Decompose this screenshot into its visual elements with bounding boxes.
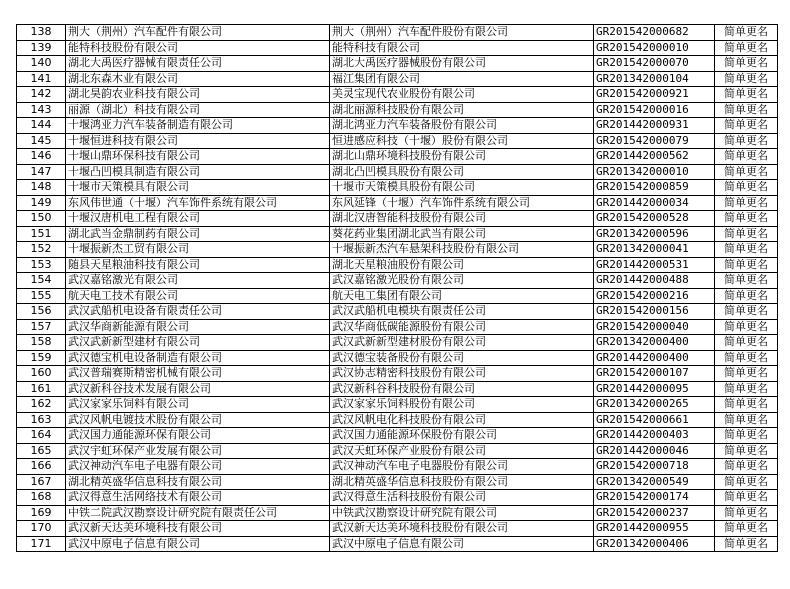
original-company-name: 武汉宇虹环保产业发展有限公司	[66, 443, 330, 459]
table-row	[17, 443, 778, 459]
original-company-name: 随县天星粮油科技有限公司	[66, 257, 330, 273]
row-number: 153	[17, 257, 66, 273]
row-number: 150	[17, 211, 66, 227]
company-rename-table	[16, 24, 778, 552]
certificate-number: GR201342000400	[594, 335, 715, 351]
original-company-name: 能特科技股份有限公司	[66, 40, 330, 56]
certificate-number: GR201442000955	[594, 521, 715, 537]
change-type: 简单更名	[715, 226, 778, 242]
new-company-name: 武汉天虹环保产业股份有限公司	[330, 443, 594, 459]
certificate-number: GR201542000528	[594, 211, 715, 227]
change-type: 简单更名	[715, 257, 778, 273]
original-company-name: 武汉风帆电镀技术股份有限公司	[66, 412, 330, 428]
original-company-name: 湖北大禹医疗器械有限责任公司	[66, 56, 330, 72]
new-company-name: 武汉嘉铭激光股份有限公司	[330, 273, 594, 289]
table-row	[17, 25, 778, 41]
new-company-name: 中铁武汉勘察设计研究院有限公司	[330, 505, 594, 521]
row-number: 163	[17, 412, 66, 428]
certificate-number: GR201342000265	[594, 397, 715, 413]
table-row	[17, 133, 778, 149]
original-company-name: 中铁二院武汉勘察设计研究院有限责任公司	[66, 505, 330, 521]
table-row	[17, 102, 778, 118]
new-company-name: 十堰振新杰汽车悬架科技股份有限公司	[330, 242, 594, 258]
certificate-number: GR201542000107	[594, 366, 715, 382]
original-company-name: 东风伟世通（十堰）汽车饰件系统有限公司	[66, 195, 330, 211]
new-company-name: 武汉中原电子信息有限公司	[330, 536, 594, 552]
change-type: 简单更名	[715, 319, 778, 335]
change-type: 简单更名	[715, 180, 778, 196]
change-type: 简单更名	[715, 381, 778, 397]
table-row	[17, 257, 778, 273]
table-row	[17, 226, 778, 242]
table-row	[17, 40, 778, 56]
row-number: 170	[17, 521, 66, 537]
change-type: 简单更名	[715, 536, 778, 552]
row-number: 138	[17, 25, 66, 41]
original-company-name: 武汉武船机电设备有限责任公司	[66, 304, 330, 320]
row-number: 140	[17, 56, 66, 72]
row-number: 169	[17, 505, 66, 521]
original-company-name: 十堰市天策模具有限公司	[66, 180, 330, 196]
new-company-name: 武汉家家乐饲料股份有限公司	[330, 397, 594, 413]
new-company-name: 武汉风帆电化科技股份有限公司	[330, 412, 594, 428]
original-company-name: 湖北精英盛华信息科技有限公司	[66, 474, 330, 490]
certificate-number: GR201342000406	[594, 536, 715, 552]
change-type: 简单更名	[715, 87, 778, 103]
new-company-name: 武汉神动汽车电子电器股份有限公司	[330, 459, 594, 475]
new-company-name: 武汉武新新型建材股份有限公司	[330, 335, 594, 351]
original-company-name: 荆大（荆州）汽车配件有限公司	[66, 25, 330, 41]
change-type: 简单更名	[715, 273, 778, 289]
change-type: 简单更名	[715, 164, 778, 180]
new-company-name: 能特科技有限公司	[330, 40, 594, 56]
certificate-number: GR201542000174	[594, 490, 715, 506]
change-type: 简单更名	[715, 149, 778, 165]
table-row	[17, 56, 778, 72]
new-company-name: 葵花药业集团湖北武当有限公司	[330, 226, 594, 242]
row-number: 162	[17, 397, 66, 413]
table-row	[17, 381, 778, 397]
table-row	[17, 474, 778, 490]
row-number: 156	[17, 304, 66, 320]
change-type: 简单更名	[715, 412, 778, 428]
row-number: 147	[17, 164, 66, 180]
change-type: 简单更名	[715, 335, 778, 351]
change-type: 简单更名	[715, 71, 778, 87]
change-type: 简单更名	[715, 118, 778, 134]
original-company-name: 武汉国力通能源环保有限公司	[66, 428, 330, 444]
certificate-number: GR201542000237	[594, 505, 715, 521]
row-number: 141	[17, 71, 66, 87]
certificate-number: GR201442000531	[594, 257, 715, 273]
certificate-number: GR201342000041	[594, 242, 715, 258]
certificate-number: GR201442000034	[594, 195, 715, 211]
row-number: 167	[17, 474, 66, 490]
certificate-number: GR201442000488	[594, 273, 715, 289]
change-type: 简单更名	[715, 56, 778, 72]
row-number: 161	[17, 381, 66, 397]
certificate-number: GR201542000079	[594, 133, 715, 149]
new-company-name: 恒进感应科技（十堰）股份有限公司	[330, 133, 594, 149]
original-company-name: 武汉普瑞赛斯精密机械有限公司	[66, 366, 330, 382]
table-row	[17, 490, 778, 506]
original-company-name: 武汉家家乐饲料有限公司	[66, 397, 330, 413]
certificate-number: GR201542000016	[594, 102, 715, 118]
change-type: 简单更名	[715, 443, 778, 459]
new-company-name: 湖北凸凹模具股份有限公司	[330, 164, 594, 180]
change-type: 简单更名	[715, 459, 778, 475]
row-number: 154	[17, 273, 66, 289]
certificate-number: GR201342000010	[594, 164, 715, 180]
new-company-name: 湖北天星粮油股份有限公司	[330, 257, 594, 273]
new-company-name: 东风延锋（十堰）汽车饰件系统有限公司	[330, 195, 594, 211]
table-row	[17, 335, 778, 351]
table-row	[17, 242, 778, 258]
original-company-name: 湖北东森木业有限公司	[66, 71, 330, 87]
original-company-name: 航天电工技术有限公司	[66, 288, 330, 304]
certificate-number: GR201342000549	[594, 474, 715, 490]
change-type: 简单更名	[715, 350, 778, 366]
row-number: 155	[17, 288, 66, 304]
table-row	[17, 428, 778, 444]
certificate-number: GR201442000403	[594, 428, 715, 444]
table-row	[17, 412, 778, 428]
table-row	[17, 366, 778, 382]
change-type: 简单更名	[715, 242, 778, 258]
certificate-number: GR201542000859	[594, 180, 715, 196]
row-number: 165	[17, 443, 66, 459]
row-number: 158	[17, 335, 66, 351]
certificate-number: GR201442000046	[594, 443, 715, 459]
original-company-name: 十堰汉唐机电工程有限公司	[66, 211, 330, 227]
table-row	[17, 87, 778, 103]
table-row	[17, 273, 778, 289]
certificate-number: GR201542000010	[594, 40, 715, 56]
table-row	[17, 521, 778, 537]
row-number: 149	[17, 195, 66, 211]
row-number: 151	[17, 226, 66, 242]
row-number: 166	[17, 459, 66, 475]
certificate-number: GR201542000682	[594, 25, 715, 41]
certificate-number: GR201542000718	[594, 459, 715, 475]
new-company-name: 武汉武船机电模块有限责任公司	[330, 304, 594, 320]
original-company-name: 武汉中原电子信息有限公司	[66, 536, 330, 552]
original-company-name: 武汉新天达美环境科技有限公司	[66, 521, 330, 537]
original-company-name: 十堰山鼎环保科技有限公司	[66, 149, 330, 165]
certificate-number: GR201542000040	[594, 319, 715, 335]
change-type: 简单更名	[715, 211, 778, 227]
new-company-name: 湖北精英盛华信息科技股份有限公司	[330, 474, 594, 490]
row-number: 146	[17, 149, 66, 165]
certificate-number: GR201342000596	[594, 226, 715, 242]
original-company-name: 十堰恒进科技有限公司	[66, 133, 330, 149]
change-type: 简单更名	[715, 304, 778, 320]
new-company-name: 美灵宝现代农业股份有限公司	[330, 87, 594, 103]
certificate-number: GR201442000931	[594, 118, 715, 134]
new-company-name: 武汉协志精密科技股份有限公司	[330, 366, 594, 382]
certificate-number: GR201442000095	[594, 381, 715, 397]
original-company-name: 武汉武新新型建材有限公司	[66, 335, 330, 351]
original-company-name: 武汉德宝机电设备制造有限公司	[66, 350, 330, 366]
original-company-name: 武汉新科谷技术发展有限公司	[66, 381, 330, 397]
new-company-name: 湖北丽源科技股份有限公司	[330, 102, 594, 118]
original-company-name: 十堰凸凹模具制造有限公司	[66, 164, 330, 180]
original-company-name: 湖北武当金鼎制药有限公司	[66, 226, 330, 242]
change-type: 简单更名	[715, 505, 778, 521]
new-company-name: 武汉华商低碳能源股份有限公司	[330, 319, 594, 335]
new-company-name: 湖北汉唐智能科技股份有限公司	[330, 211, 594, 227]
row-number: 142	[17, 87, 66, 103]
new-company-name: 武汉得意生活科技股份有限公司	[330, 490, 594, 506]
row-number: 164	[17, 428, 66, 444]
change-type: 简单更名	[715, 25, 778, 41]
new-company-name: 十堰市天策模具股份有限公司	[330, 180, 594, 196]
table-row	[17, 195, 778, 211]
row-number: 139	[17, 40, 66, 56]
certificate-number: GR201542000216	[594, 288, 715, 304]
table-row	[17, 118, 778, 134]
table-row	[17, 536, 778, 552]
row-number: 148	[17, 180, 66, 196]
table-row	[17, 164, 778, 180]
table-row	[17, 211, 778, 227]
table-row	[17, 71, 778, 87]
new-company-name: 荆大（荆州）汽车配件股份有限公司	[330, 25, 594, 41]
original-company-name: 十堰鸿亚力汽车装备制造有限公司	[66, 118, 330, 134]
change-type: 简单更名	[715, 474, 778, 490]
row-number: 168	[17, 490, 66, 506]
certificate-number: GR201342000104	[594, 71, 715, 87]
certificate-number: GR201442000400	[594, 350, 715, 366]
change-type: 简单更名	[715, 521, 778, 537]
certificate-number: GR201542000921	[594, 87, 715, 103]
change-type: 简单更名	[715, 397, 778, 413]
original-company-name: 丽源（湖北）科技有限公司	[66, 102, 330, 118]
change-type: 简单更名	[715, 195, 778, 211]
table-row	[17, 288, 778, 304]
row-number: 152	[17, 242, 66, 258]
original-company-name: 武汉嘉铭激光有限公司	[66, 273, 330, 289]
new-company-name: 武汉新科谷科技股份有限公司	[330, 381, 594, 397]
certificate-number: GR201542000070	[594, 56, 715, 72]
change-type: 简单更名	[715, 133, 778, 149]
original-company-name: 武汉华商新能源有限公司	[66, 319, 330, 335]
original-company-name: 武汉神动汽车电子电器有限公司	[66, 459, 330, 475]
original-company-name: 十堰振新杰工贸有限公司	[66, 242, 330, 258]
certificate-number: GR201542000156	[594, 304, 715, 320]
change-type: 简单更名	[715, 490, 778, 506]
original-company-name: 湖北昊韵农业科技有限公司	[66, 87, 330, 103]
change-type: 简单更名	[715, 102, 778, 118]
table-body	[17, 25, 778, 552]
table-row	[17, 304, 778, 320]
new-company-name: 湖北鸿亚力汽车装备股份有限公司	[330, 118, 594, 134]
change-type: 简单更名	[715, 288, 778, 304]
new-company-name: 湖北山鼎环境科技股份有限公司	[330, 149, 594, 165]
new-company-name: 湖北大禹医疗器械股份有限公司	[330, 56, 594, 72]
table-row	[17, 397, 778, 413]
new-company-name: 武汉新天达美环境科技股份有限公司	[330, 521, 594, 537]
table-row	[17, 350, 778, 366]
new-company-name: 福江集团有限公司	[330, 71, 594, 87]
change-type: 简单更名	[715, 40, 778, 56]
row-number: 144	[17, 118, 66, 134]
table-row	[17, 319, 778, 335]
table-row	[17, 505, 778, 521]
row-number: 171	[17, 536, 66, 552]
new-company-name: 武汉德宝装备股份有限公司	[330, 350, 594, 366]
table-row	[17, 459, 778, 475]
certificate-number: GR201542000661	[594, 412, 715, 428]
table-row	[17, 180, 778, 196]
row-number: 143	[17, 102, 66, 118]
row-number: 160	[17, 366, 66, 382]
change-type: 简单更名	[715, 366, 778, 382]
new-company-name: 航天电工集团有限公司	[330, 288, 594, 304]
original-company-name: 武汉得意生活网络技术有限公司	[66, 490, 330, 506]
certificate-number: GR201442000562	[594, 149, 715, 165]
change-type: 简单更名	[715, 428, 778, 444]
row-number: 157	[17, 319, 66, 335]
row-number: 159	[17, 350, 66, 366]
row-number: 145	[17, 133, 66, 149]
new-company-name: 武汉国力通能源环保股份有限公司	[330, 428, 594, 444]
table-row	[17, 149, 778, 165]
